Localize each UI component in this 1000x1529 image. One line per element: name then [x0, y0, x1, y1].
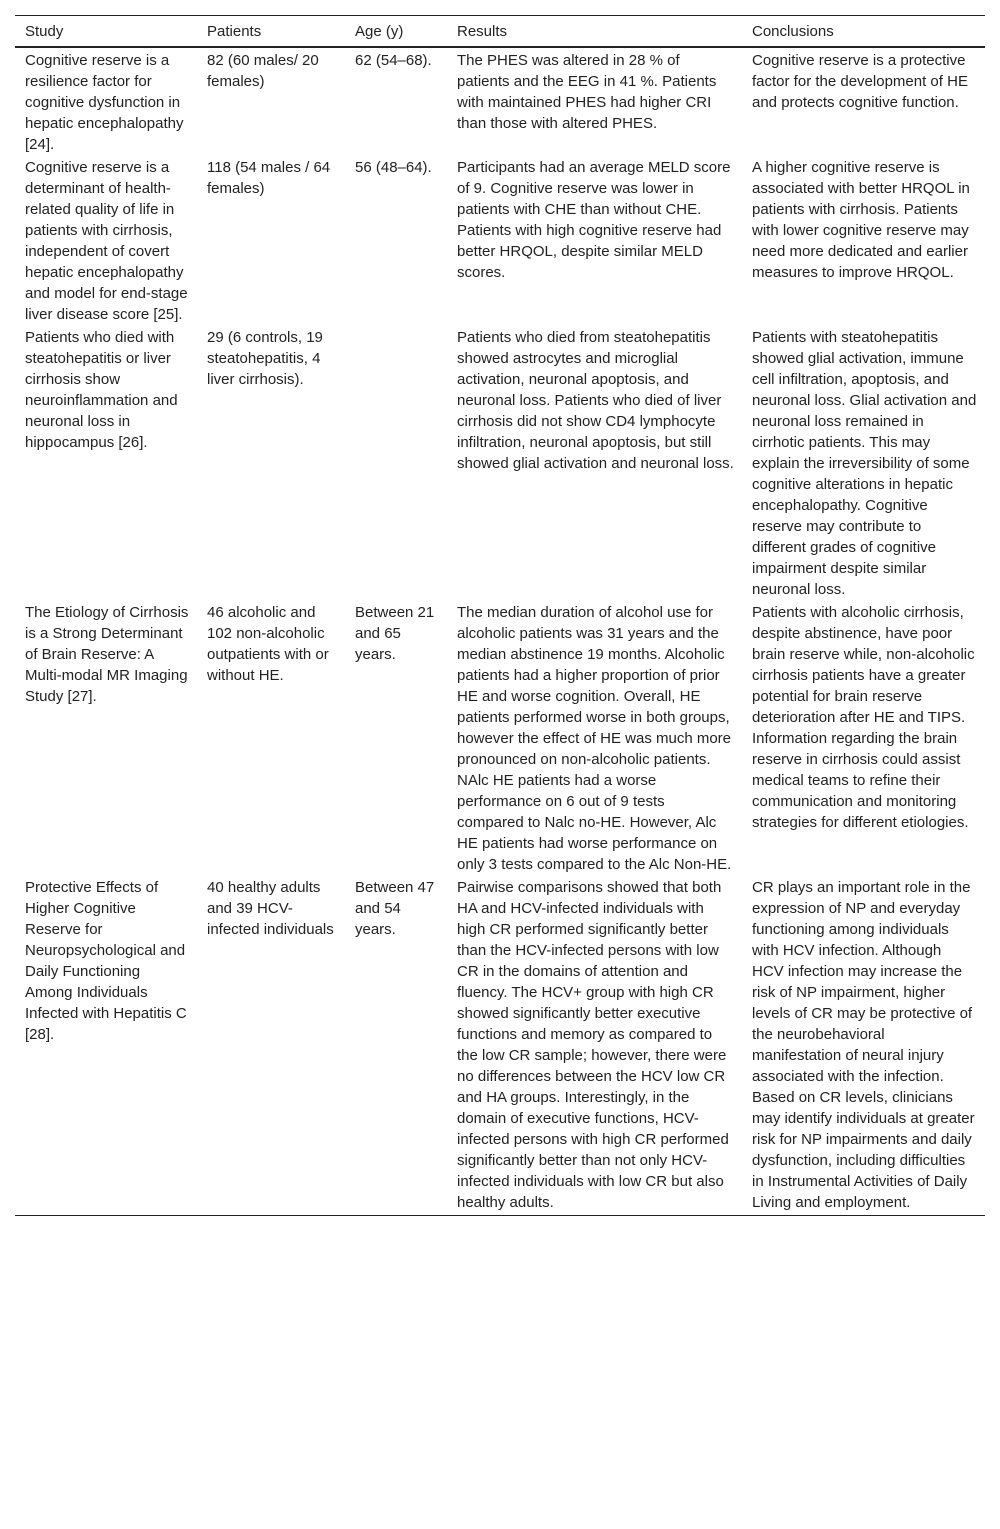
table-row [15, 47, 985, 155]
cell-patients: 40 healthy adults and 39 HCV-infected individuals [207, 879, 334, 938]
cell-results: Patients who died from steatohepatitis showed astrocytes and microglial activation, neuronal apoptosis, and neuronal loss. Patients who died of liver cirrhosis did not show CD4 lymphocyte infiltration, neuronal apoptosis, but still showed glial activation and neuronal loss. [457, 329, 734, 472]
cell-conclusions: Patients with steatohepatitis showed glial activation, immune cell infiltration, apoptosis, and neuronal loss. Glial activation and neuronal loss remained in cirrhotic patients. This may explain the irreversibility of some cognitive alterations in hepatic encephalopathy. Cognitive reserve may contribute to different grades of cognitive impairment despite similar neuronal loss. [752, 329, 977, 598]
header-patients: Patients [207, 23, 262, 40]
table-row [15, 600, 985, 875]
cell-study: Cognitive reserve is a determinant of health-related quality of life in patients with cirrhosis, independent of covert hepatic encephalopathy and model for end-stage liver disease score [25]. [25, 159, 188, 323]
header-age: Age (y) [355, 23, 404, 40]
cell-results: Pairwise comparisons showed that both HA and HCV-infected individuals with high CR performed significantly better than the HCV-infected persons with low CR in the domains of attention and fluency. The HCV+ group with high CR showed significantly better executive functions and memory as compared to the low CR sample; however, there were no differences between the HCV low CR and HA groups. Interestingly, in the domain of executive functions, HCV-infected persons with high CR performed significantly better than not only HCV-infected individuals with low CR but also healthy adults. [457, 879, 729, 1211]
cell-age: 62 (54–68). [355, 52, 432, 69]
cell-results: The PHES was altered in 28 % of patients and the EEG in 41 %. Patients with maintained PHES had higher CRI than those with altered PHES. [457, 52, 717, 132]
cell-age [345, 325, 447, 600]
cell-conclusions: A higher cognitive reserve is associated with better HRQOL in patients with cirrhosis. Patients with lower cognitive reserve may need more dedicated and earlier measures to improve HRQOL. [752, 159, 970, 281]
cell-results: The median duration of alcohol use for alcoholic patients was 31 years and the median abstinence 19 months. Alcoholic patients had a higher proportion of prior HE and worse cognition. Overall, HE patients performed worse in both groups, however the effect of HE was much more pronounced on non-alcoholic patients. NAlc HE patients had a worse performance on 6 out of 9 tests compared to Nalc no-HE. However, Alc HE patients had worse performance on only 3 tests compared to the Alc Non-HE. [457, 604, 732, 873]
cell-study: Protective Effects of Higher Cognitive Reserve for Neuropsychological and Daily Functioning Among Individuals Infected with Hepatitis C [28]. [25, 879, 187, 1043]
header-conclusions: Conclusions [752, 23, 834, 40]
cell-conclusions: CR plays an important role in the expression of NP and everyday functioning among individuals with HCV infection. Although HCV infection may increase the risk of NP impairment, higher levels of CR may be protective of the neurobehavioral manifestation of neural injury associated with the infection. Based on CR levels, clinicians may identify individuals at greater risk for NP impairments and daily dysfunction, including difficulties in Instrumental Activities of Daily Living and employment. [752, 879, 975, 1211]
table-row [15, 325, 985, 600]
cell-conclusions: Cognitive reserve is a protective factor for the development of HE and protects cognitive function. [752, 52, 968, 111]
table-row [15, 875, 985, 1216]
cell-results: Participants had an average MELD score of 9. Cognitive reserve was lower in patients with CHE than without CHE. Patients with high cognitive reserve had better HRQOL, despite similar MELD scores. [457, 159, 731, 281]
cell-age: 56 (48–64). [355, 159, 432, 176]
header-study: Study [25, 23, 64, 40]
cell-patients: 29 (6 controls, 19 steatohepatitis, 4 liver cirrhosis). [207, 329, 323, 388]
cell-study: Cognitive reserve is a resilience factor for cognitive dysfunction in hepatic encephalopathy [24]. [25, 52, 184, 153]
cell-study: Patients who died with steatohepatitis or liver cirrhosis show neuroinflammation and neuronal loss in hippocampus [26]. [25, 329, 178, 451]
cell-age: Between 47 and 54 years. [355, 879, 435, 938]
cell-patients: 82 (60 males/ 20 females) [207, 52, 319, 90]
studies-table [15, 15, 985, 1216]
cell-study: The Etiology of Cirrhosis is a Strong Determinant of Brain Reserve: A Multi-modal MR Imaging Study [27]. [25, 604, 189, 705]
table-row [15, 155, 985, 325]
cell-patients: 46 alcoholic and 102 non-alcoholic outpatients with or without HE. [207, 604, 329, 684]
cell-conclusions: Patients with alcoholic cirrhosis, despite abstinence, have poor brain reserve while, non-alcoholic cirrhosis patients have a greater potential for brain reserve deterioration after HE and TIPS. Information regarding the brain reserve in cirrhosis could assist medical teams to refine their communication and monitoring strategies for different etiologies. [752, 604, 975, 831]
cell-patients: 118 (54 males / 64 females) [207, 159, 331, 197]
cell-age: Between 21 and 65 years. [355, 604, 435, 663]
header-results: Results [457, 23, 508, 40]
table-header-row [15, 16, 985, 48]
